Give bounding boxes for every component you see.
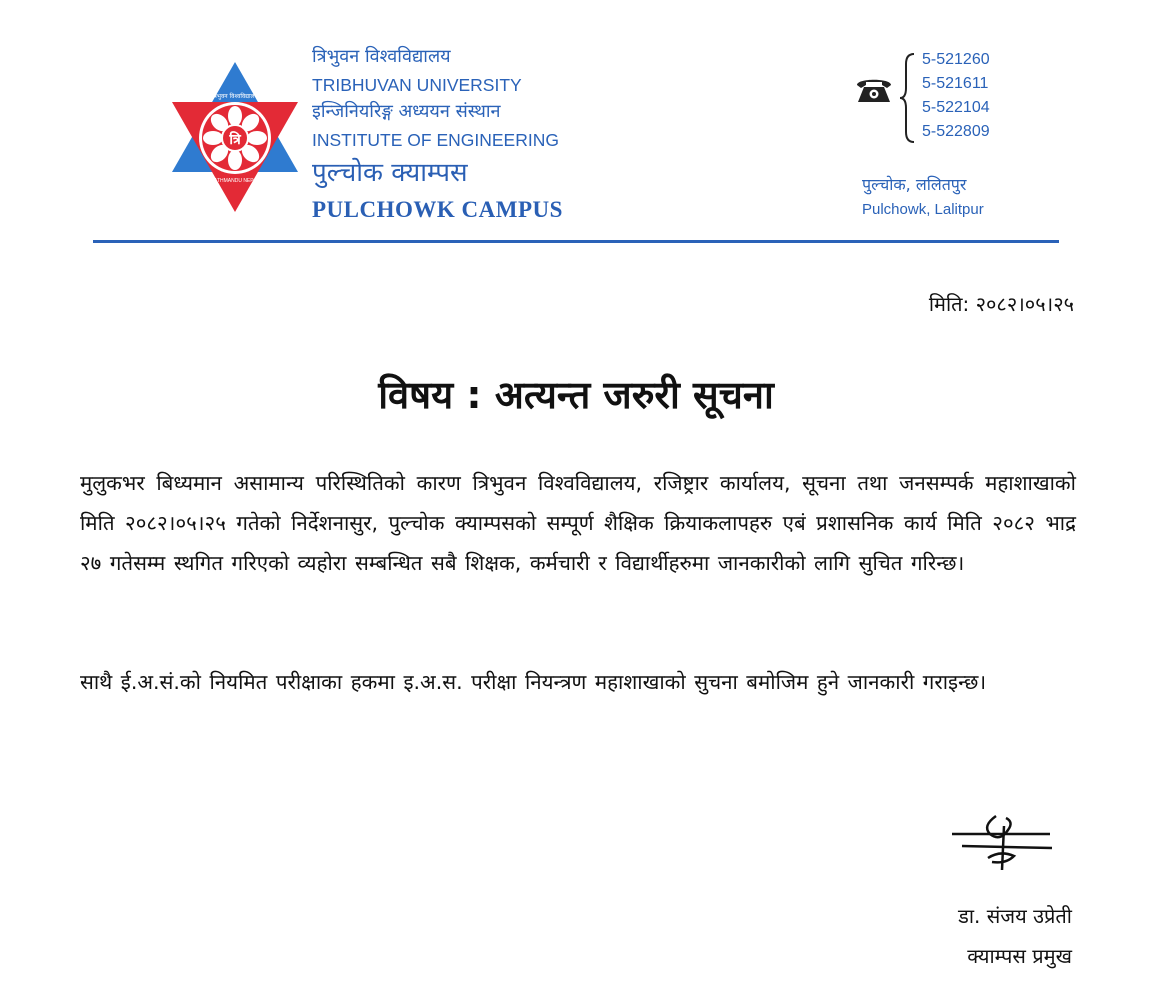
signatory-block xyxy=(958,896,1072,976)
organization-name-block xyxy=(312,44,612,226)
phone-number: 5-522104 xyxy=(922,99,990,116)
svg-text:त्रि: त्रि xyxy=(229,132,241,148)
phone-number: 5-522809 xyxy=(922,123,990,140)
signatory-name: डा. संजय उप्रेती xyxy=(958,904,1072,928)
campus-name-nepali: पुल्चोक क्याम्पस xyxy=(312,158,468,188)
campus-name-english: PULCHOWK CAMPUS xyxy=(312,197,563,222)
phone-number: 5-521260 xyxy=(922,51,990,68)
university-name-nepali: त्रिभुवन विश्वविद्यालय xyxy=(312,46,451,67)
phone-numbers-block xyxy=(850,48,1030,148)
letterhead xyxy=(0,0,1152,250)
address-block xyxy=(862,172,1022,222)
address-english: Pulchowk, Lalitpur xyxy=(862,201,984,218)
notice-paragraph-1: मुलुकभर बिध्यमान असामान्य परिस्थितिको कारण त्रिभुवन विश्वविद्यालय, रजिष्ट्रार कार्यालय, सूचना तथा जनसम्पर्क महाशाखाको मिति २०८२।०५।२५ गतेको निर्देशनासुर, पुल्चोक क्याम्पसको सम्पूर्ण शैक्षिक क्रियाकलापहरु एबं प्रशासनिक कार्य मिति २०८२ भाद्र २७ गतेसम्म स्थगित गरिएको व्यहोरा सम्बन्धित सबै शिक्षक, कर्मचारी र विद्यार्थीहरुमा जानकारीको लागि सुचित गरिन्छ। xyxy=(80,471,1076,575)
notice-subject: विषय : अत्यन्त जरुरी सूचना xyxy=(378,373,774,417)
notice-paragraph-2: साथै ई.अ.सं.को नियमित परीक्षाका हकमा इ.अ.स. परीक्षा नियन्त्रण महाशाखाको सुचना बमोजिम हुने जानकारी गराइन्छ। xyxy=(80,670,987,694)
address-nepali: पुल्चोक, ललितपुर xyxy=(862,175,967,194)
institute-name-nepali: इन्जिनियरिङ्ग अध्ययन संस्थान xyxy=(312,101,501,122)
phone-number: 5-521611 xyxy=(922,75,989,92)
phone-list xyxy=(922,48,990,144)
header-divider xyxy=(93,240,1059,243)
handwritten-signature xyxy=(948,812,1058,872)
brace-icon xyxy=(898,52,918,144)
signatory-title: क्याम्पस प्रमुख xyxy=(967,944,1072,968)
svg-text:त्रिभुवन विश्वविद्यालय: त्रिभुवन विश्वविद्यालय xyxy=(211,93,259,100)
svg-text:KATHMANDU NEPAL: KATHMANDU NEPAL xyxy=(210,178,260,184)
notice-date: मिति: २०८२।०५।२५ xyxy=(928,292,1074,316)
university-name-english: TRIBHUVAN UNIVERSITY xyxy=(312,75,522,95)
institute-name-english: INSTITUTE OF ENGINEERING xyxy=(312,130,559,150)
tribhuvan-university-logo-icon xyxy=(170,60,300,215)
telephone-icon xyxy=(854,74,894,106)
